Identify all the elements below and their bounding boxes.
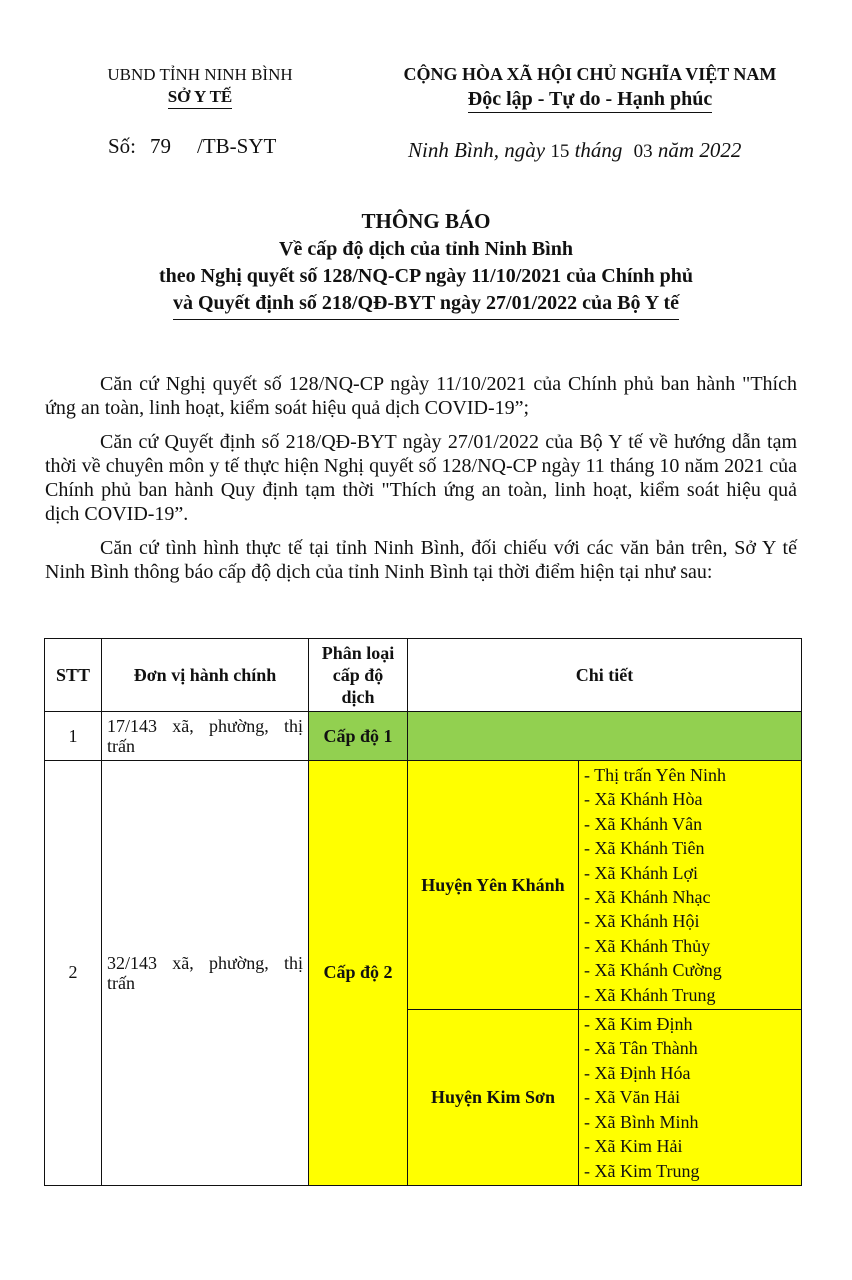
list-item: - Xã Khánh Hòa: [584, 789, 703, 810]
title-line3: và Quyết định số 218/QĐ-BYT ngày 27/01/2022 của Bộ Y tế: [173, 290, 679, 320]
row2-level: Cấp độ 2: [309, 761, 408, 1186]
list-item: - Xã Kim Định: [584, 1014, 693, 1035]
row2-stt: 2: [45, 761, 102, 1186]
paragraph: Căn cứ Quyết định số 218/QĐ-BYT ngày 27/01/2022 của Bộ Y tế về hướng dẫn tạm thời về chuyên môn y tế thực hiện Nghị quyết số 128/NQ-CP ngày 11 tháng 10 năm 2021 của Chính phủ ban hành Quy định tạm thời "Thích ứng an toàn, linh hoạt, kiểm soát hiệu quả dịch COVID-19”.: [45, 431, 797, 525]
title-line1: Về cấp độ dịch của tỉnh Ninh Bình: [279, 238, 573, 260]
list-item: - Xã Khánh Cường: [584, 960, 722, 981]
table-header-row: [45, 639, 802, 712]
agency-line2: SỞ Y TẾ: [168, 86, 233, 109]
doc-number-value: 79: [150, 134, 172, 158]
document-date: [408, 138, 741, 163]
list-item: - Xã Khánh Tiên: [584, 838, 705, 859]
list-item: - Xã Khánh Trung: [584, 984, 716, 1005]
date-month-label: tháng: [574, 138, 623, 162]
row1-unit: [102, 712, 309, 761]
paragraph: Căn cứ Nghị quyết số 128/NQ-CP ngày 11/10/2021 của Chính phủ ban hành "Thích ứng an toàn, linh hoạt, kiểm soát hiệu quả dịch COVID-19”;: [45, 373, 797, 419]
national-header: [370, 62, 810, 113]
list-item: - Xã Khánh Vân: [584, 813, 703, 834]
table-row: [45, 712, 802, 761]
header-stt: STT: [45, 639, 102, 712]
date-year: năm 2022: [657, 138, 742, 162]
agency-block: [70, 64, 330, 109]
document-number: [108, 134, 276, 159]
commune-list-kim-son: [579, 1010, 802, 1186]
body-text: [45, 372, 797, 594]
row1-stt: 1: [45, 712, 102, 761]
title-main: THÔNG BÁO: [361, 209, 491, 233]
doc-number-label: Số:: [108, 134, 137, 158]
table-row: [45, 761, 802, 1010]
country-name: CỘNG HÒA XÃ HỘI CHỦ NGHĨA VIỆT NAM: [403, 64, 777, 84]
row1-detail: [408, 712, 802, 761]
list-item: - Xã Kim Trung: [584, 1160, 700, 1181]
epidemic-level-table: [44, 638, 802, 1186]
list-item: - Xã Kim Hải: [584, 1136, 683, 1157]
date-day: 15: [550, 141, 570, 162]
row2-unit-text: 32/143 xã, phường, thị trấn: [107, 952, 303, 993]
title-line2: theo Nghị quyết số 128/NQ-CP ngày 11/10/2021 của Chính phủ: [159, 265, 693, 287]
doc-number-suffix: /TB-SYT: [197, 134, 277, 158]
list-item: - Xã Khánh Nhạc: [584, 887, 711, 908]
row2-unit: [102, 761, 309, 1186]
national-motto: Độc lập - Tự do - Hạnh phúc: [468, 86, 712, 113]
paragraph: Căn cứ tình hình thực tế tại tỉnh Ninh Bình, đối chiếu với các văn bản trên, Sở Y tế Ninh Bình thông báo cấp độ dịch của tỉnh Ninh Bình tại thời điểm hiện tại như sau:: [45, 537, 797, 583]
commune-list-yen-khanh: [579, 761, 802, 1010]
list-item: - Xã Khánh Lợi: [584, 862, 698, 883]
date-prefix: Ninh Bình, ngày: [408, 138, 546, 162]
row1-unit-text: 17/143 xã, phường, thị trấn: [107, 716, 303, 756]
list-item: - Xã Bình Minh: [584, 1111, 699, 1132]
list-item: - Xã Khánh Hội: [584, 911, 700, 932]
agency-line1: UBND TỈNH NINH BÌNH: [107, 65, 293, 84]
document-title: [0, 206, 852, 320]
header-level: Phân loại cấp độ dịch: [309, 639, 408, 712]
list-item: - Xã Văn Hải: [584, 1087, 681, 1108]
header-unit: Đơn vị hành chính: [102, 639, 309, 712]
district-yen-khanh: Huyện Yên Khánh: [408, 761, 579, 1010]
date-month: 03: [633, 141, 653, 162]
list-item: - Xã Định Hóa: [584, 1062, 691, 1083]
list-item: - Xã Tân Thành: [584, 1038, 698, 1059]
list-item: - Xã Khánh Thủy: [584, 935, 711, 956]
header-detail: Chi tiết: [408, 639, 802, 712]
district-kim-son: Huyện Kim Sơn: [408, 1010, 579, 1186]
list-item: - Thị trấn Yên Ninh: [584, 765, 726, 785]
row1-level: Cấp độ 1: [309, 712, 408, 761]
